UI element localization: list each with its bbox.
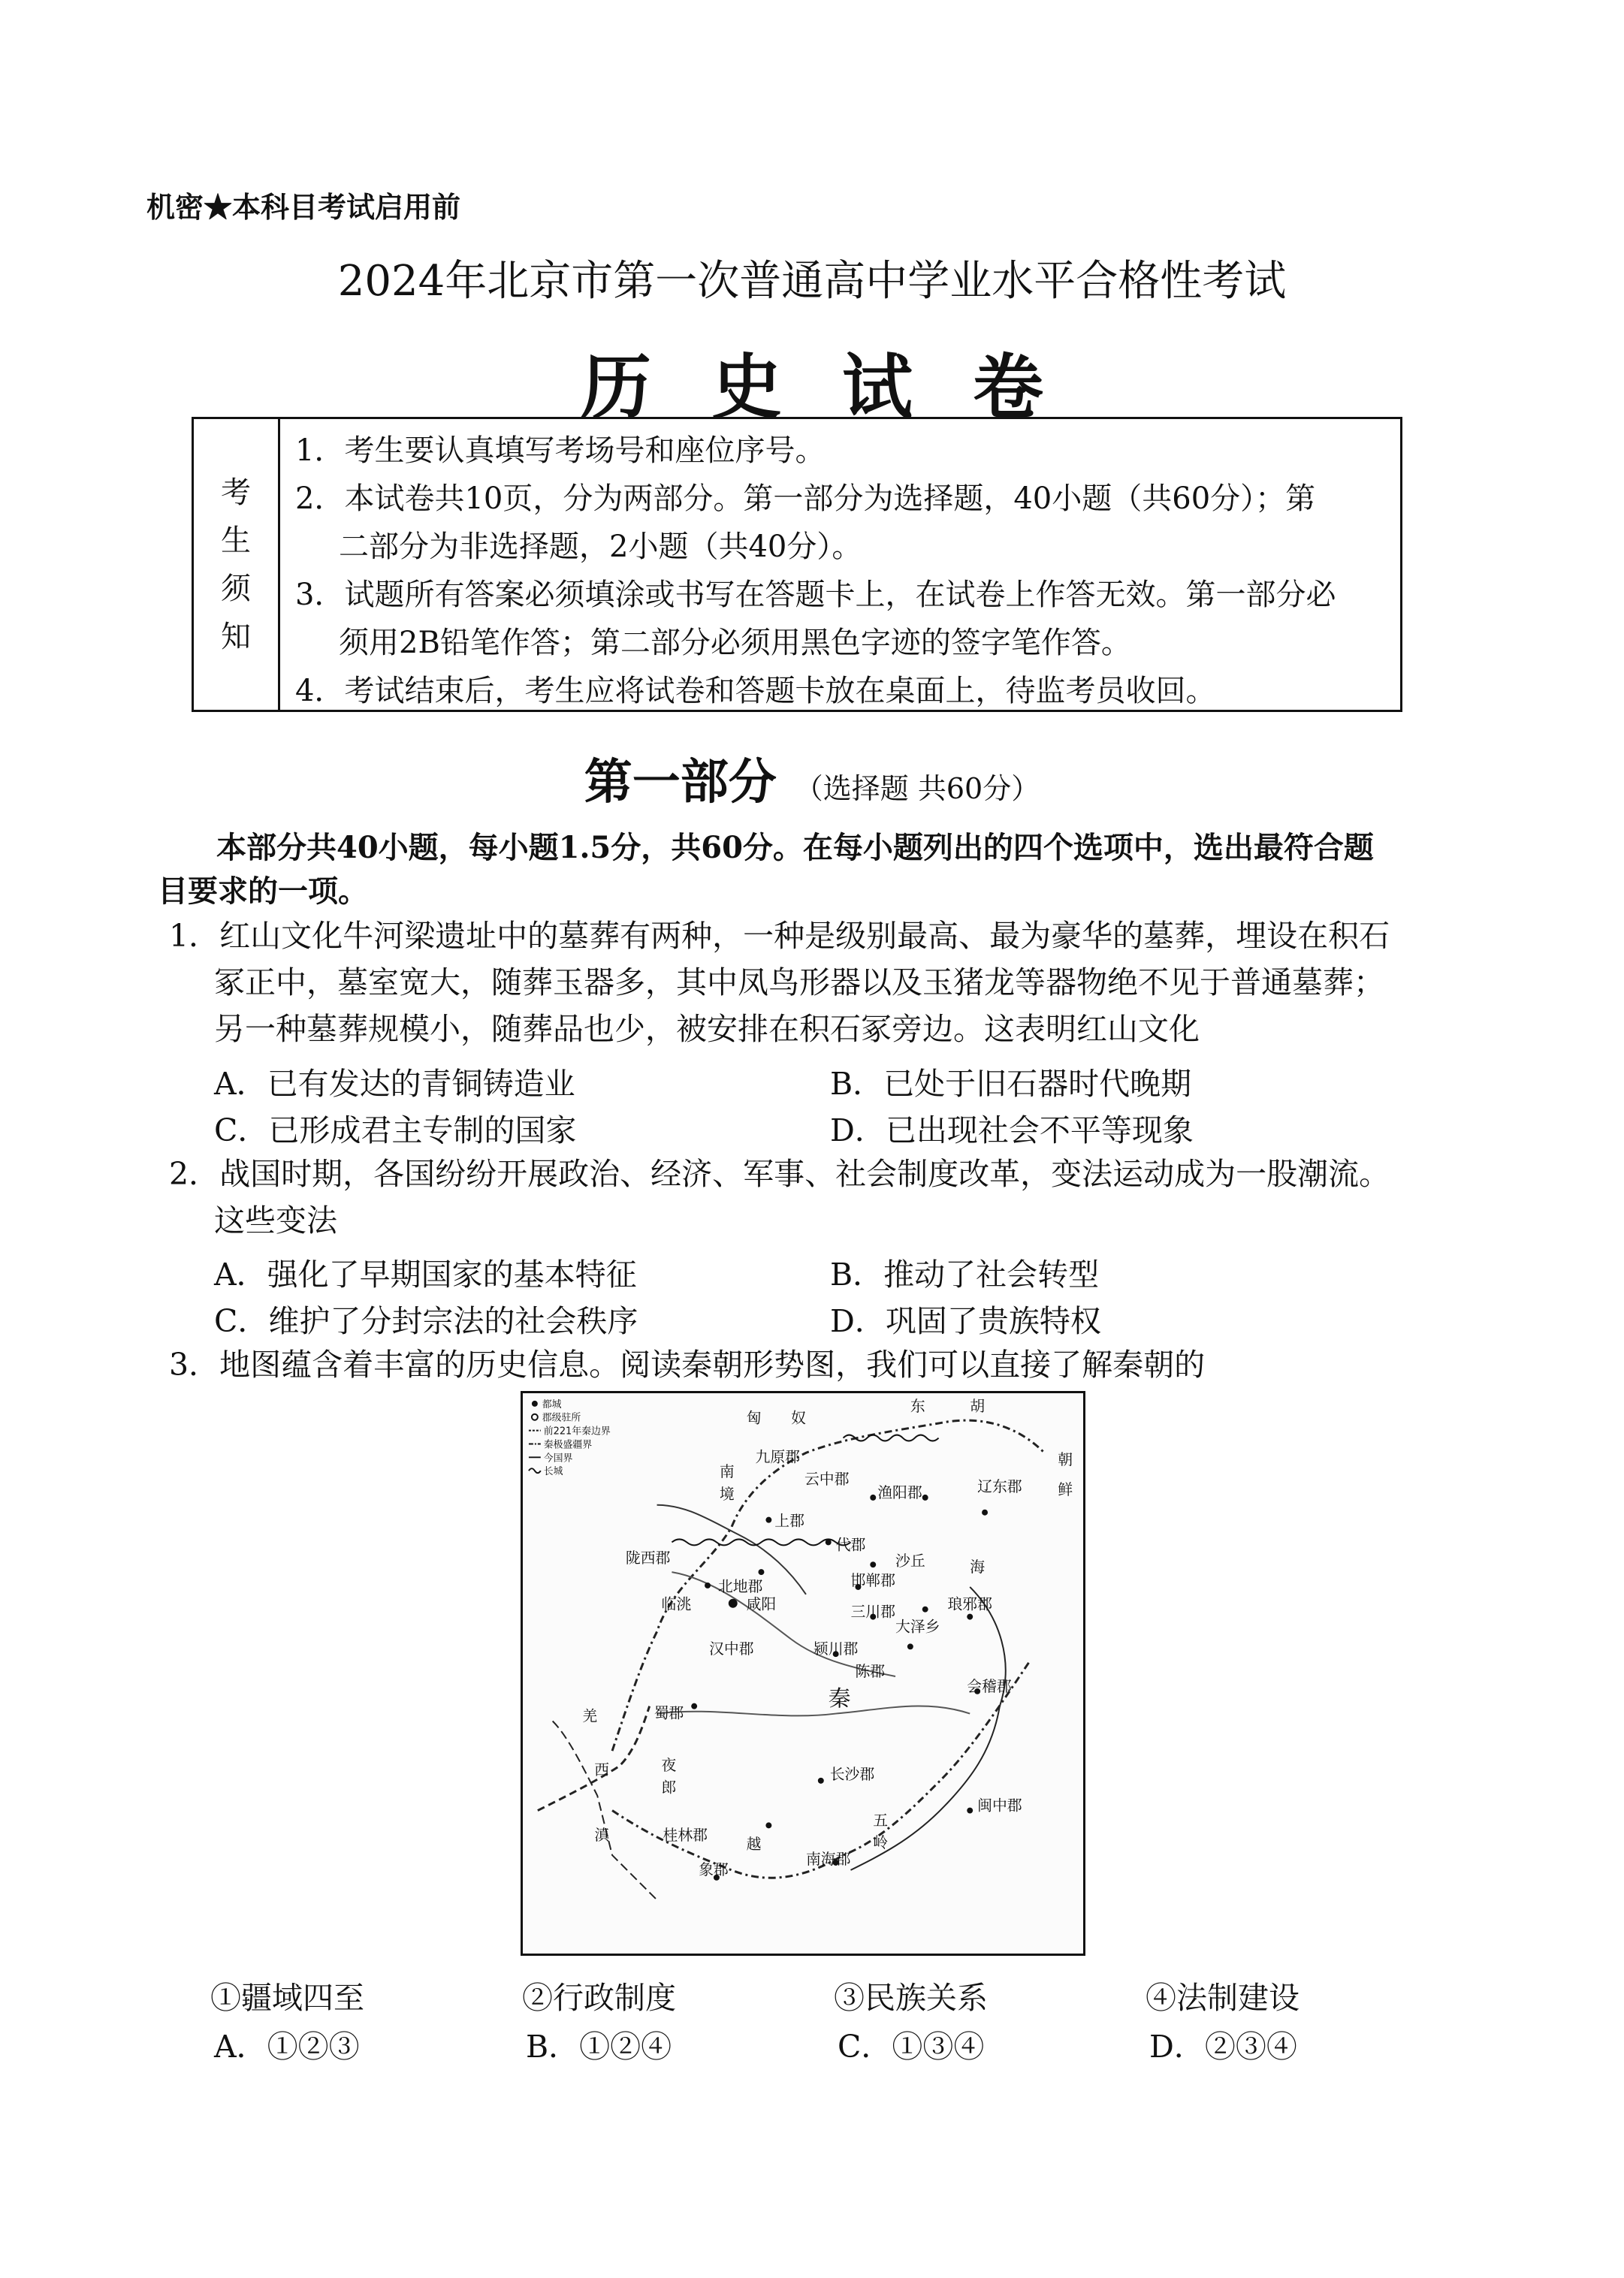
map-label: 象郡 [699, 1860, 729, 1878]
map-label: 东 [910, 1397, 925, 1415]
notice-line: 3．试题所有答案必须填涂或书写在答题卡上，在试卷上作答无效。第一部分必 [295, 578, 1336, 612]
map-label: 朝 [1058, 1451, 1073, 1469]
map-label: 汉中郡 [709, 1640, 754, 1658]
map-label: 岭 [873, 1834, 889, 1852]
instructions-line: 目要求的一项。 [158, 873, 368, 909]
legend-item: 郡级驻所 [542, 1412, 581, 1424]
stem-line: 冢正中，墓室宽大，随葬玉器多，其中凤鸟形器以及玉猪龙等器物绝不见于普通墓葬； [214, 964, 1384, 1000]
map-label: 邯郸郡 [850, 1571, 895, 1589]
map-label: 沙丘 [895, 1552, 925, 1570]
qin-dynasty-map [521, 1391, 1085, 1956]
map-label: 上郡 [774, 1512, 804, 1530]
legend-item: 前221年秦边界 [543, 1426, 611, 1438]
map-label: 蜀郡 [654, 1704, 684, 1722]
notice-line: 2．本试卷共10页，分为两部分。第一部分为选择题，40小题（共60分）；第 [295, 481, 1316, 516]
question-3-item-3: ③民族关系 [834, 1980, 988, 2016]
subject-title: 历史试卷 [580, 346, 1103, 429]
question-3-item-1: ①疆域四至 [210, 1980, 364, 2016]
map-legend [529, 1398, 611, 1477]
question-2-option-d[interactable]: D．巩固了贵族特权 [830, 1303, 1101, 1339]
part-one-heading [0, 744, 1624, 813]
stem-line: 2．战国时期，各国纷纷开展政治、经济、军事、社会制度改革，变法运动成为一股潮流。 [169, 1156, 1390, 1192]
stem-line: 这些变法 [214, 1202, 337, 1239]
map-label: 五 [873, 1812, 889, 1830]
map-label: 海 [970, 1558, 986, 1576]
notice-label-char: 知 [221, 619, 251, 654]
question-1-option-b[interactable]: B．已处于旧石器时代晚期 [830, 1066, 1192, 1102]
map-drawing [523, 1393, 1083, 1954]
confidential-line: 机密★本科目考试启用前 [146, 190, 461, 224]
question-1-option-c[interactable]: C．已形成君主专制的国家 [214, 1112, 577, 1148]
question-2-option-c[interactable]: C．维护了分封宗法的社会秩序 [214, 1303, 638, 1339]
question-3-option-c[interactable]: C．①③④ [838, 2029, 985, 2065]
map-label: 滇 [594, 1827, 610, 1845]
notice-label-char: 须 [221, 571, 251, 606]
map-label: 大泽乡 [895, 1618, 940, 1636]
question-3-item-2: ②行政制度 [522, 1980, 676, 2016]
notice-body [295, 427, 1388, 715]
legend-item: 都城 [542, 1398, 562, 1411]
map-label: 辽东郡 [977, 1477, 1022, 1495]
map-label: 九原郡 [755, 1448, 800, 1466]
instructions-line: 本部分共40小题，每小题1.5分，共60分。在每小题列出的四个选项中，选出最符合题 [216, 830, 1374, 865]
map-label: 鲜 [1058, 1480, 1073, 1498]
legend-item: 秦极盛疆界 [543, 1439, 593, 1451]
legend-item: 今国界 [543, 1453, 573, 1465]
notice-label [194, 419, 280, 710]
map-label: 临洮 [661, 1595, 692, 1613]
map-label: 西 [594, 1761, 610, 1779]
question-1-stem [169, 913, 1390, 1052]
candidate-notice-box [192, 417, 1402, 712]
map-label: 境 [719, 1485, 735, 1503]
notice-label-char: 考 [221, 475, 251, 510]
map-label: 桂林郡 [663, 1827, 708, 1845]
notice-line: 1．考生要认真填写考场号和座位序号。 [295, 433, 826, 468]
part-one-instructions [158, 826, 1472, 913]
map-label: 渔阳郡 [877, 1483, 922, 1501]
notice-label-char: 生 [221, 523, 251, 558]
exam-title: 2024年北京市第一次普通高中学业水平合格性考试 [337, 257, 1287, 306]
map-label: 三川郡 [850, 1603, 895, 1621]
question-1-option-a[interactable]: A．已有发达的青铜铸造业 [214, 1066, 575, 1102]
map-label: 云中郡 [804, 1471, 850, 1489]
part-one-title: 第一部分 [584, 754, 777, 810]
map-label: 长沙郡 [829, 1765, 875, 1783]
map-label: 颍川郡 [813, 1640, 859, 1658]
question-1-option-d[interactable]: D．已出现社会不平等现象 [830, 1112, 1194, 1148]
map-label: 南海郡 [805, 1850, 851, 1868]
map-label: 匈 [746, 1409, 762, 1427]
map-label: 羌 [582, 1707, 598, 1725]
question-3-option-a[interactable]: A．①②③ [214, 2029, 360, 2065]
map-label: 南 [719, 1463, 735, 1481]
stem-line: 另一种墓葬规模小，随葬品也少，被安排在积石冢旁边。这表明红山文化 [214, 1011, 1200, 1047]
map-label: 越 [746, 1836, 762, 1854]
map-label: 代郡 [835, 1536, 866, 1554]
question-3-stem: 3．地图蕴含着丰富的历史信息。阅读秦朝形势图，我们可以直接了解秦朝的 [169, 1347, 1206, 1383]
question-2-option-b[interactable]: B．推动了社会转型 [830, 1257, 1100, 1293]
map-label: 琅邪郡 [947, 1595, 992, 1613]
question-3-option-b[interactable]: B．①②④ [526, 2029, 672, 2065]
legend-item: 长城 [543, 1466, 563, 1478]
map-label: 陈郡 [855, 1662, 886, 1680]
notice-line: 二部分为非选择题，2小题（共40分）。 [339, 530, 862, 564]
map-label: 咸阳 [746, 1595, 777, 1613]
map-label: 北地郡 [717, 1577, 763, 1595]
part-one-subtitle: （选择题 共60分） [794, 772, 1040, 805]
question-3-option-d[interactable]: D．②③④ [1149, 2029, 1297, 2065]
map-label: 郎 [661, 1779, 677, 1797]
question-2-option-a[interactable]: A．强化了早期国家的基本特征 [214, 1257, 637, 1293]
question-2-stem [169, 1151, 1390, 1244]
map-label: 胡 [970, 1397, 986, 1415]
map-label: 会稽郡 [967, 1677, 1012, 1695]
notice-line: 须用2B铅笔作答；第二部分必须用黑色字迹的签字笔作答。 [339, 626, 1131, 660]
map-label: 闽中郡 [977, 1797, 1022, 1815]
map-label: 夜 [661, 1756, 677, 1774]
notice-line: 4．考试结束后，考生应将试卷和答题卡放在桌面上，待监考员收回。 [295, 674, 1216, 708]
map-label: 陇西郡 [625, 1549, 671, 1567]
map-label: 秦 [828, 1685, 851, 1712]
stem-line: 1．红山文化牛河梁遗址中的墓葬有两种，一种是级别最高、最为豪华的墓葬，埋设在积石 [169, 918, 1390, 954]
question-3-item-4: ④法制建设 [1146, 1980, 1300, 2016]
map-label: 奴 [791, 1409, 806, 1427]
